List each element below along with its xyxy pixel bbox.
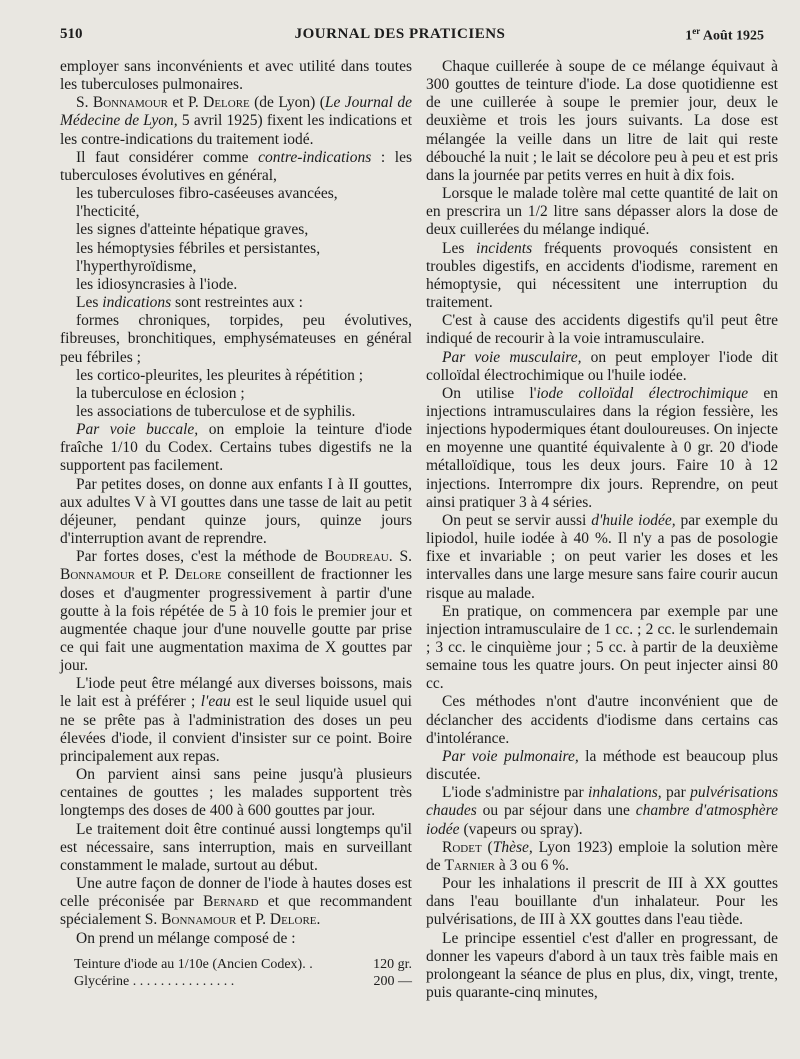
paragraph: employer sans inconvénients et avec utilité dans toutes les tuberculoses pulmonaires. (60, 58, 412, 94)
paragraph: Le principe essentiel c'est d'aller en progressant, de donner les vapeurs d'abord à un taux très faible mais en prolongeant la séance de plus en plus, dix, vingt, trente, puis quarante-cinq minutes, (426, 929, 778, 1001)
paragraph: On parvient ainsi sans peine jusqu'à plusieurs centaines de gouttes ; les malades supportent très longtemps des doses de 400 à 600 gouttes par jour. (60, 766, 412, 820)
list-item: les hémoptysies fébriles et persistantes, (76, 239, 321, 257)
list-item: les cortico-pleurites, les pleurites à répétition ; (76, 366, 364, 384)
issue-date: 1er Août 1925 (685, 26, 764, 44)
paragraph: Par voie pulmonaire, la méthode est beaucoup plus discutée. (426, 747, 778, 784)
paragraph: Par fortes doses, c'est la méthode de Boudreau. S. Bonnamour et P. Delore conseillent de fractionner les doses et d'augmenter progressivement à partir d'une goutte à la fois répétée de 5 à 10 fois le premier jour et augmentée chaque jour d'une nouvelle goutte par prise ce qui fait une augmentation maxima de X gouttes par jour. (60, 548, 412, 675)
list-item: l'hyperthyroïdisme, (76, 257, 197, 275)
list-item: les signes d'atteinte hépatique graves, (76, 221, 309, 239)
journal-title: JOURNAL DES PRATICIENS (294, 26, 506, 42)
left-column (60, 58, 412, 990)
page-number: 510 (60, 26, 83, 42)
recipe-line: Teinture d'iode au 1/10e (Ancien Codex). . 120 gr. (74, 956, 412, 972)
paragraph: L'iode peut être mélangé aux diverses boissons, mais le lait est à préférer ; l'eau est le seul liquide usuel qui ne se prête pas à l'administration des doses un peu élevées d'iode, il convient d'insister sur ce point. Boire principalement aux repas. (60, 675, 412, 765)
paragraph: Rodet (Thèse, Lyon 1923) emploie la solution mère de Tarnier à 3 ou 6 %. (426, 838, 778, 874)
paragraph: Le traitement doit être continué aussi longtemps qu'il est nécessaire, sans interruption, mais en surveillant constamment le malade, surtout au début. (60, 820, 412, 874)
paragraph: Par voie musculaire, on peut employer l'iode dit colloïdal électrochimique ou l'huile iodée. (426, 348, 778, 384)
paragraph: En pratique, on commencera par exemple par une injection intramusculaire de 1 cc. ; 2 cc. le surlendemain ; 3 cc. le cinquième jour ; 5 cc. à partir de la deuxième semaine tous les quatre jours. On peut injecter ainsi 80 cc. (426, 602, 778, 693)
paragraph: On peut se servir aussi d'huile iodée, par exemple du lipiodol, huile iodée à 40 %. Il n'y a pas de posologie fixe et invariable ; on peut varier les doses et les intervalles dans une large mesure sans faire courir aucun risque au malade. (426, 511, 778, 602)
right-column (426, 58, 778, 1002)
paragraph: Les incidents fréquents provoqués consistent en troubles digestifs, en accidents d'iodisme, rarement en hémoptysie, qui nécessitent une interruption du traitement. (426, 239, 778, 312)
paragraph: Ces méthodes n'ont d'autre inconvénient que de déclancher des accidents d'iodisme dans certains cas d'intolérance. (426, 693, 778, 747)
paragraph: S. Bonnamour et P. Delore (de Lyon) (Le Journal de Médecine de Lyon, 5 avril 1925) fixent les indications et les contre-indications du traitement iodé. (60, 94, 412, 148)
paragraph: Une autre façon de donner de l'iode à hautes doses est celle préconisée par Bernard et que recommandent spécialement S. Bonnamour et P. Delore. (60, 875, 412, 929)
paragraph: C'est à cause des accidents digestifs qu'il peut être indiqué de recourir à la voie intramusculaire. (426, 312, 778, 348)
paragraph: Par petites doses, on donne aux enfants I à II gouttes, aux adultes V à VI gouttes dans une tasse de lait au petit déjeuner, pendant quinze jours, quinze jours d'interruption avant de reprendre. (60, 475, 412, 548)
list-item: formes chroniques, torpides, peu évolutives, fibreuses, bronchitiques, emphysémateuses en général peu fébriles ; (60, 312, 412, 366)
paragraph: Pour les inhalations il prescrit de III à XX gouttes dans l'eau bouillante d'un inhalateur. Pour les pulvérisations, de III à XX gouttes dans l'eau tiède. (426, 875, 778, 929)
page-header (0, 26, 800, 48)
paragraph: Lorsque le malade tolère mal cette quantité de lait on en prescrira un 1/2 litre sans dépasser alors la dose de deux cuillerées du mélange indiqué. (426, 185, 778, 239)
list-item: les idiosyncrasies à l'iode. (76, 275, 238, 293)
paragraph: Chaque cuillerée à soupe de ce mélange équivaut à 300 gouttes de teinture d'iode. La dose quotidienne est de une cuillerée à soupe le premier jour, deux le deuxième et trois les jours suivants. La dose est mélangée la veille dans un litre de lait qui reste débouché la nuit ; le lait se décolore peu à peu et est pris dans la journée par petits verres en huit à dix fois. (426, 58, 778, 184)
list-item: l'hecticité, (76, 203, 140, 221)
paragraph: Par voie buccale, on emploie la teinture d'iode fraîche 1/10 du Codex. Certains tubes digestifs ne la supportent pas facilement. (60, 421, 412, 475)
paragraph: On utilise l'iode colloïdal électrochimique en injections intramusculaires dans la région fessière, les injections hypodermiques étant douloureuses. On injecte en moyenne une quantité équivalente à 0 gr. 20 d'iode métalloïdique, tous les deux jours. Faire 10 à 12 injections. Interrompre dix jours. Reprendre, on peut ainsi pratiquer 3 à 4 séries. (426, 384, 778, 511)
list-item: les tuberculoses fibro-caséeuses avancées, (76, 185, 338, 203)
recipe-line: Glycérine . . . . . . . . . . . . . . . 200 — (74, 973, 412, 989)
paragraph: L'iode s'administre par inhalations, par pulvérisations chaudes ou par séjour dans une chambre d'atmosphère iodée (vapeurs ou spray). (426, 784, 778, 838)
paragraph: Il faut considérer comme contre-indications : les tuberculoses évolutives en général, (60, 148, 412, 184)
paragraph: Les indications sont restreintes aux : (76, 294, 303, 312)
paragraph: On prend un mélange composé de : (76, 929, 296, 947)
list-item: les associations de tuberculose et de syphilis. (76, 402, 356, 420)
list-item: la tuberculose en éclosion ; (76, 384, 245, 402)
